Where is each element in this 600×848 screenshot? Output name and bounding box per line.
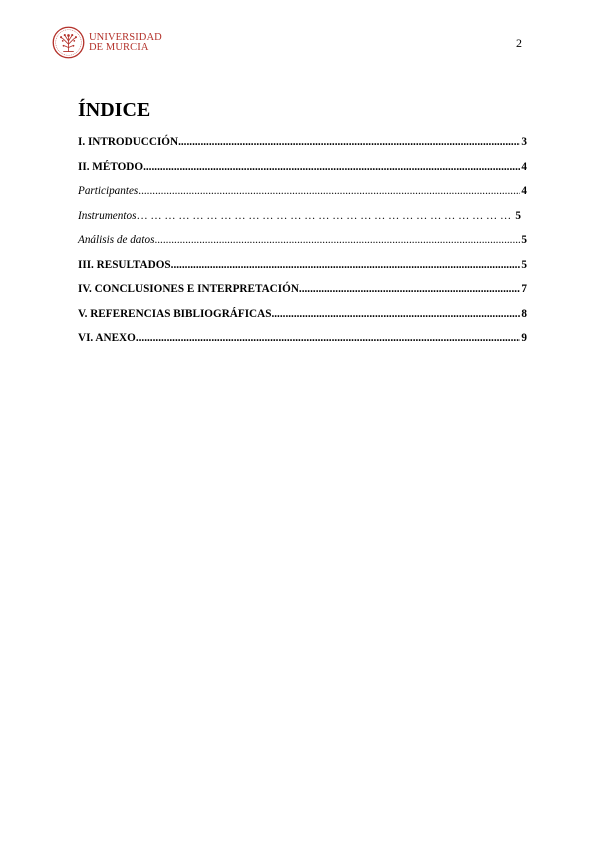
toc-entry-label: I. INTRODUCCIÓN [78,136,179,148]
toc-entry-label: Participantes [78,185,139,197]
university-name-line2: DE MURCIA [89,41,149,53]
toc-entry-label: VI. ANEXO [78,332,136,344]
toc-dot-leader [138,183,520,199]
toc-entry-metodo[interactable] [78,159,527,184]
toc-dot-leader [136,330,521,346]
table-of-contents [78,134,527,355]
toc-entry-referencias[interactable] [78,306,527,331]
toc-entry-page: 5 [515,209,521,222]
toc-entry-label: Análisis de datos [78,234,155,246]
toc-entry-label: V. REFERENCIAS BIBLIOGRÁFICAS [78,307,272,320]
toc-entry-label: Instrumentos [78,209,137,222]
toc-entry-label: IV. CONCLUSIONES E INTERPRETACIÓN [78,283,299,295]
page-number: 2 [516,36,522,50]
toc-entry-participantes[interactable] [78,183,527,208]
toc-entry-page: 4 [521,160,527,173]
toc-entry-page: 5 [521,234,527,246]
university-seal-icon [52,26,85,59]
toc-dot-leader [136,208,514,224]
toc-dot-leader [143,159,520,175]
toc-entry-page: 9 [521,332,527,344]
toc-entry-resultados[interactable] [78,257,527,282]
university-logo [52,26,162,59]
toc-dot-leader [299,281,521,297]
university-name [89,33,162,53]
index-title: ÍNDICE [78,99,151,121]
toc-entry-page: 5 [521,258,527,271]
toc-dot-leader [154,232,520,248]
toc-entry-anexo[interactable] [78,330,527,355]
toc-entry-conclusiones[interactable] [78,281,527,306]
toc-dot-leader [171,257,521,273]
toc-entry-page: 4 [521,185,527,197]
toc-entry-page: 8 [521,307,527,320]
toc-entry-page: 7 [521,283,527,295]
university-name-line1: UNIVERSIDAD [89,31,162,43]
toc-entry-instrumentos[interactable] [78,208,527,233]
toc-dot-leader [178,134,520,150]
toc-entry-label: II. MÉTODO [78,160,144,173]
toc-entry-analisis-de-datos[interactable] [78,232,527,257]
toc-entry-introduccion[interactable] [78,134,527,159]
toc-entry-label: III. RESULTADOS [78,258,171,271]
toc-dot-leader [271,306,520,322]
toc-entry-page: 3 [521,136,527,148]
